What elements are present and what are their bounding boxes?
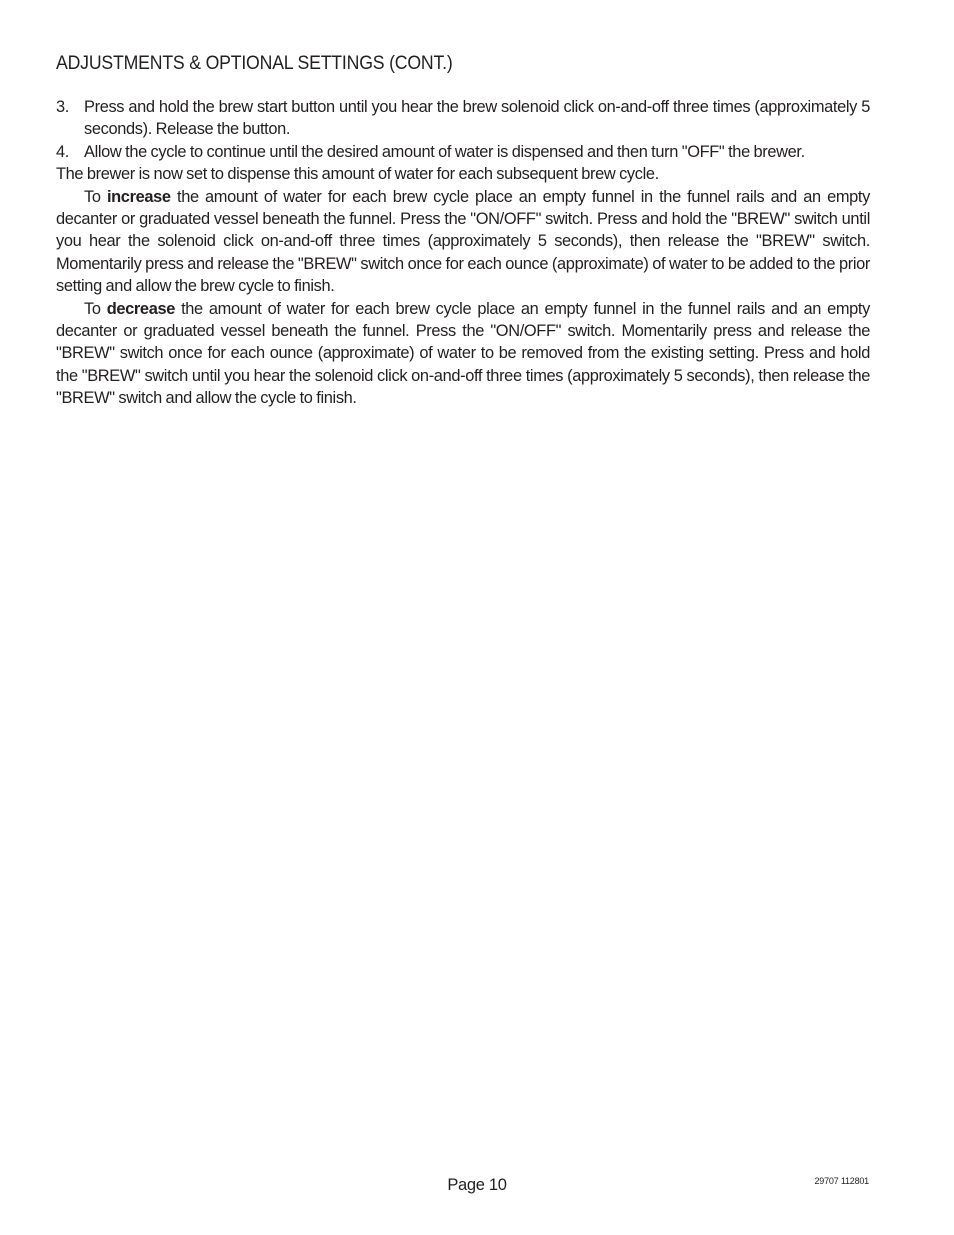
page-number: Page 10: [447, 1176, 507, 1194]
decrease-lead: To: [84, 299, 107, 318]
step-text: Allow the cycle to continue until the desired amount of water is dispensed and then turn "OFF" the brewer.: [84, 142, 805, 161]
increase-paragraph: [56, 186, 870, 298]
decrease-text: the amount of water for each brew cycle place an empty funnel in the funnel rails and an empty decanter or graduated vessel beneath the funnel. Press the "ON/OFF" switch. Momentarily press and release the "BREW" switch once for each ounce (approximate) of water to be removed from the existing setting. Press and hold the "BREW" switch until you hear the solenoid click on-and-off three times (approximately 5 seconds), then release the "BREW" switch and allow the cycle to finish.: [56, 299, 870, 408]
document-code: 29707 112801: [814, 1176, 869, 1186]
step-number: 3.: [56, 98, 69, 116]
increase-lead: To: [84, 187, 107, 206]
step-text: Press and hold the brew start button until you hear the brew solenoid click on-and-off three times (approximately 5 seconds). Release the button.: [84, 98, 870, 139]
step-number: 4.: [56, 142, 69, 161]
step-4: [56, 141, 870, 163]
step-3: [56, 96, 870, 141]
section-heading: ADJUSTMENTS & OPTIONAL SETTINGS (CONT.): [56, 53, 453, 74]
decrease-keyword: decrease: [106, 299, 175, 318]
increase-text: the amount of water for each brew cycle place an empty funnel in the funnel rails and an empty decanter or graduated vessel beneath the funnel. Press the "ON/OFF" switch. Press and hold the "BREW" switch until you hear the solenoid click on-and-off three times (approximately 5 seconds), then release the "BREW" switch. Momentarily press and release the "BREW" switch once for each ounce (approximate) of water to be added to the prior setting and allow the brew cycle to finish.: [56, 187, 870, 296]
increase-keyword: increase: [106, 187, 171, 206]
decrease-paragraph: [56, 298, 870, 410]
summary-paragraph: The brewer is now set to dispense this amount of water for each subsequent brew cycle.: [56, 165, 659, 184]
document-body: [56, 96, 870, 410]
